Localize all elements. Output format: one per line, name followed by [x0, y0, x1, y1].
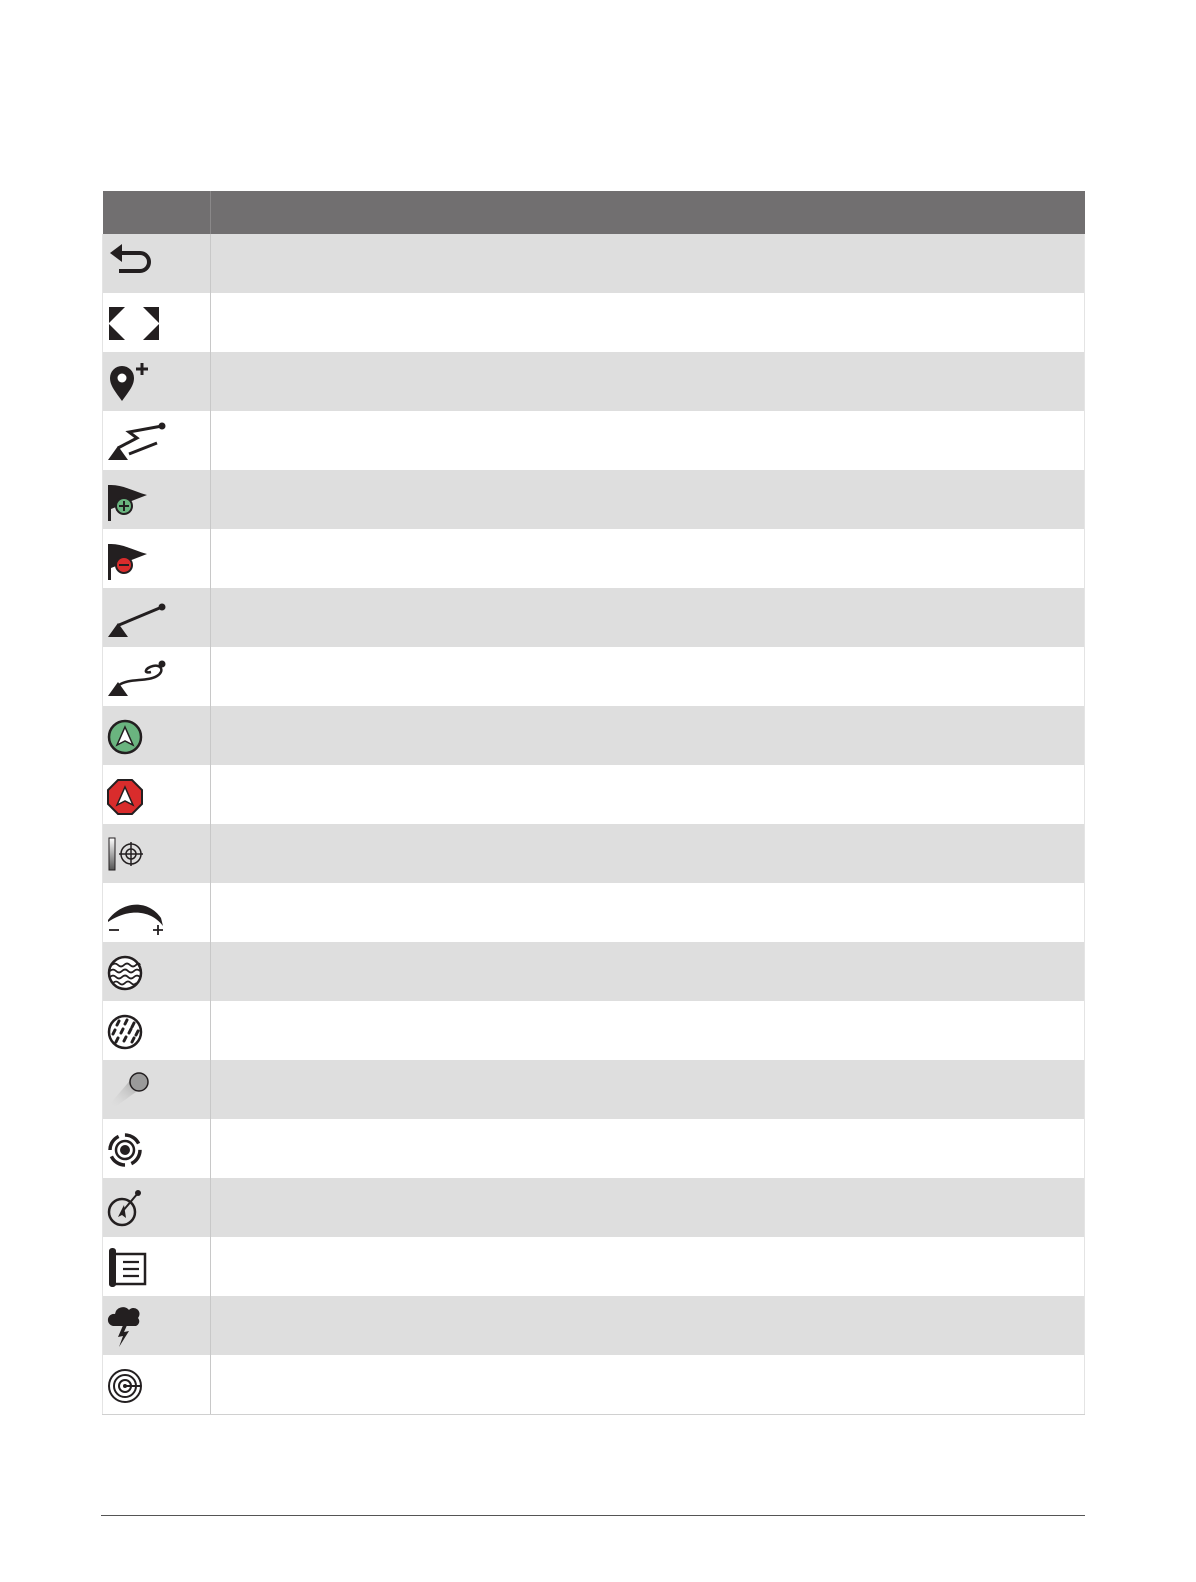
route-icon	[107, 416, 169, 466]
description-column-header	[210, 191, 1085, 234]
row-description	[210, 1119, 1085, 1178]
new-waypoint-icon	[107, 357, 157, 407]
table-row	[103, 1355, 1085, 1415]
row-description	[210, 234, 1085, 293]
route-to-icon	[107, 593, 169, 643]
weather-storm-icon	[107, 1301, 157, 1351]
table-row	[103, 352, 1085, 411]
row-description	[210, 1060, 1085, 1119]
sensitivity-arc-icon	[107, 888, 169, 938]
fullscreen-icon	[107, 298, 163, 348]
row-description	[210, 883, 1085, 942]
footer-rule	[101, 1515, 1085, 1516]
row-description	[210, 942, 1085, 1001]
row-description	[210, 588, 1085, 647]
table-row	[103, 765, 1085, 824]
back-arrow-icon	[107, 239, 157, 289]
row-description	[210, 529, 1085, 588]
table-row	[103, 529, 1085, 588]
table-row	[103, 942, 1085, 1001]
row-description	[210, 1355, 1085, 1415]
row-description	[210, 1237, 1085, 1296]
stop-navigation-icon	[107, 770, 157, 820]
row-description	[210, 1001, 1085, 1060]
row-description	[210, 1296, 1085, 1355]
table-row	[103, 234, 1085, 293]
table-header-row	[103, 191, 1085, 234]
icon-table	[102, 191, 1085, 1415]
row-description	[210, 352, 1085, 411]
rain-clutter-icon	[107, 1006, 157, 1056]
start-navigation-icon	[107, 711, 157, 761]
table-row	[103, 588, 1085, 647]
guidance-icon	[107, 652, 169, 702]
table-row	[103, 1237, 1085, 1296]
icon-column-header	[103, 191, 211, 234]
echo-trails-icon	[107, 1065, 157, 1115]
row-description	[210, 293, 1085, 352]
row-description	[210, 824, 1085, 883]
row-description	[210, 765, 1085, 824]
table-row	[103, 647, 1085, 706]
table-row	[103, 883, 1085, 942]
table-row	[103, 1119, 1085, 1178]
table-row	[103, 1060, 1085, 1119]
target-icon	[107, 1124, 157, 1174]
ebl-vrm-icon	[107, 1183, 157, 1233]
row-description	[210, 1178, 1085, 1237]
table-row	[103, 1178, 1085, 1237]
table-row	[103, 470, 1085, 529]
table-row	[103, 824, 1085, 883]
table-row	[103, 293, 1085, 352]
flag-remove-icon	[107, 534, 157, 584]
row-description	[210, 411, 1085, 470]
table-row	[103, 1001, 1085, 1060]
chart-list-icon	[107, 1242, 157, 1292]
radar-icon	[107, 1360, 157, 1410]
table-row	[103, 411, 1085, 470]
row-description	[210, 647, 1085, 706]
table-row	[103, 1296, 1085, 1355]
radar-gain-icon	[107, 829, 157, 879]
row-description	[210, 470, 1085, 529]
table-row	[103, 706, 1085, 765]
flag-add-icon	[107, 475, 157, 525]
row-description	[210, 706, 1085, 765]
sea-clutter-icon	[107, 947, 157, 997]
